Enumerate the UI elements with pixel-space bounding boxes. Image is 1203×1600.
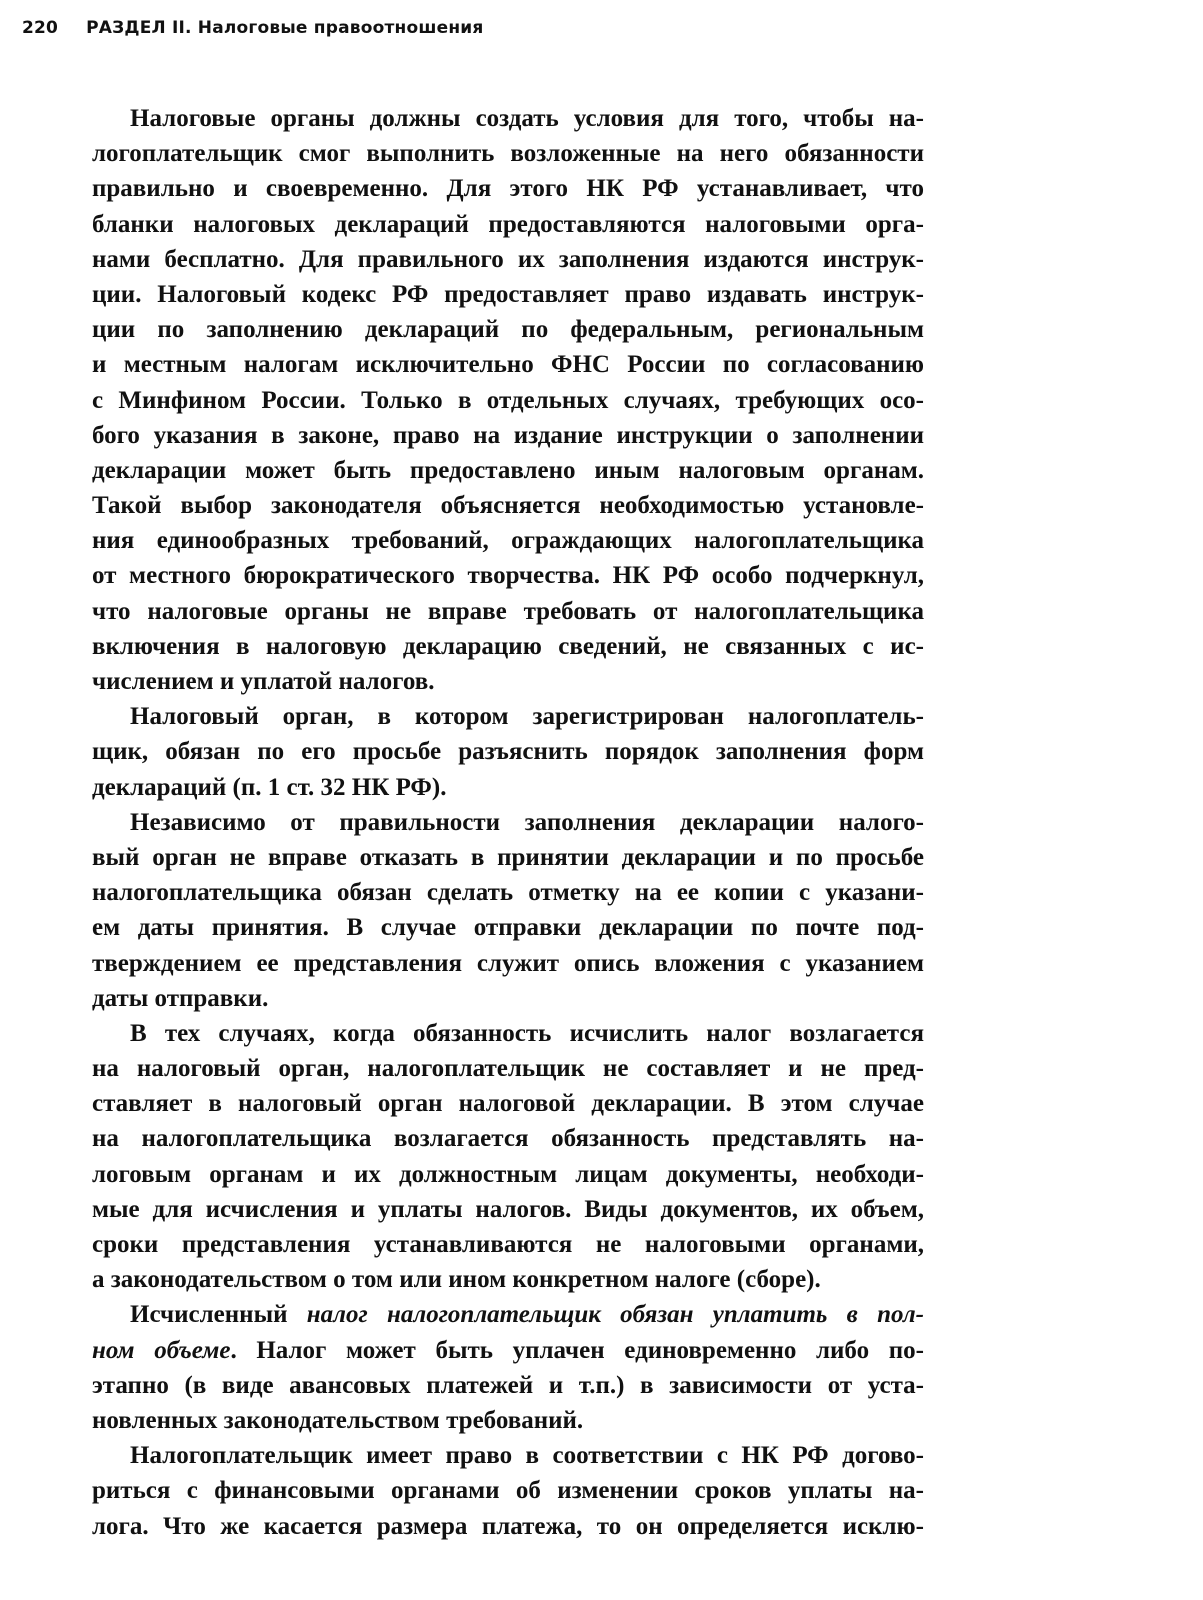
text-line: правильно и своевременно. Для этого НК РФ устанавливает, что <box>92 175 924 203</box>
text-roman: Исчисленный <box>130 1301 307 1329</box>
text-line: ставляет в налоговый орган налоговой декларации. В этом случае <box>92 1090 924 1118</box>
page-number: 220 <box>22 18 59 38</box>
text-line: тверждением ее представления служит опись вложения с указанием <box>92 949 924 977</box>
text-line: риться с финансовыми органами об изменении сроков уплаты на- <box>92 1477 924 1505</box>
text-roman: . Налог может быть уплачен единовременно либо по- <box>230 1336 924 1364</box>
text-line: бого указания в законе, право на издание инструкции о заполнении <box>92 421 924 449</box>
paragraph-6 <box>92 1438 924 1544</box>
text-line: сроки представления устанавливаются не налоговыми органами, <box>92 1231 924 1258</box>
text-line: и местным налогам исключительно ФНС России по согласованию <box>92 351 924 379</box>
text-line: этапно (в виде авансовых платежей и т.п.) в зависимости от уста- <box>92 1371 924 1399</box>
text-line: нами бесплатно. Для правильного их заполнения издаются инструк- <box>92 245 924 273</box>
text-line: налогоплательщика обязан сделать отметку на ее копии с указани- <box>92 879 924 907</box>
text-line: на налогоплательщика возлагается обязанность представлять на- <box>92 1125 924 1153</box>
paragraph-1 <box>92 101 924 699</box>
main-text <box>92 101 924 1544</box>
paragraph-3 <box>92 805 924 1016</box>
text-line: лога. Что же касается размера платежа, то он определяется исклю- <box>92 1512 924 1540</box>
text-line: В тех случаях, когда обязанность исчислить налог возлагается <box>130 1019 924 1047</box>
text-line: мые для исчисления и уплаты налогов. Виды документов, их объем, <box>92 1195 924 1223</box>
text-line: ем даты принятия. В случае отправки декларации по почте под- <box>92 914 924 942</box>
text-line: ния единообразных требований, ограждающих налогоплательщика <box>92 527 924 555</box>
text-line: ции. Налоговый кодекс РФ предоставляет право издавать инструк- <box>92 280 924 308</box>
text-line: а законодательством о том или ином конкретном налоге (сборе). <box>92 1266 821 1294</box>
text-line: щик, обязан по его просьбе разъяснить порядок заполнения форм <box>92 738 924 766</box>
text-line <box>92 1297 924 1332</box>
running-header <box>22 18 484 38</box>
text-line: логовым органам и их должностным лицам документы, необходи- <box>92 1160 924 1188</box>
paragraph-2 <box>92 699 924 805</box>
text-line: от местного бюрократического творчества. НК РФ особо подчеркнул, <box>92 562 924 590</box>
text-line <box>92 1333 924 1368</box>
text-line: с Минфином России. Только в отдельных случаях, требующих осо- <box>92 386 924 414</box>
text-line: вый орган не вправе отказать в принятии декларации и по просьбе <box>92 843 924 871</box>
text-line: бланки налоговых деклараций предоставляются налоговыми орга- <box>92 210 924 238</box>
text-line: новленных законодательством требований. <box>92 1406 584 1434</box>
paragraph-5 <box>92 1297 924 1438</box>
text-italic-emphasis: ном объеме <box>92 1336 231 1364</box>
paragraph-4 <box>92 1016 924 1298</box>
text-line: Независимо от правильности заполнения декларации налого- <box>130 808 924 836</box>
text-line: Такой выбор законодателя объясняется необходимостью установле- <box>92 492 924 520</box>
text-line: деклараций (п. 1 ст. 32 НК РФ). <box>92 773 447 801</box>
text-line: Налоговые органы должны создать условия для того, чтобы на- <box>130 105 924 132</box>
text-line: логоплательщик смог выполнить возложенные на него обязанности <box>92 140 924 168</box>
text-line: включения в налоговую декларацию сведений, не связанных с ис- <box>92 632 924 660</box>
text-line: на налоговый орган, налогоплательщик не составляет и не пред- <box>92 1055 924 1083</box>
text-line: числением и уплатой налогов. <box>92 668 435 695</box>
text-line: Налогоплательщик имеет право в соответствии с НК РФ догово- <box>130 1442 924 1470</box>
text-italic-emphasis: налог налогоплательщик обязан уплатить в пол- <box>306 1301 925 1329</box>
text-line: ции по заполнению деклараций по федеральным, региональным <box>92 316 924 344</box>
text-line: даты отправки. <box>92 984 269 1012</box>
text-line: декларации может быть предоставлено иным налоговым органам. <box>92 456 924 484</box>
section-title: РАЗДЕЛ II. Налоговые правоотношения <box>86 18 484 38</box>
text-line: Налоговый орган, в котором зарегистрирован налогоплатель- <box>130 703 924 731</box>
text-line: что налоговые органы не вправе требовать от налогоплательщика <box>92 597 924 625</box>
